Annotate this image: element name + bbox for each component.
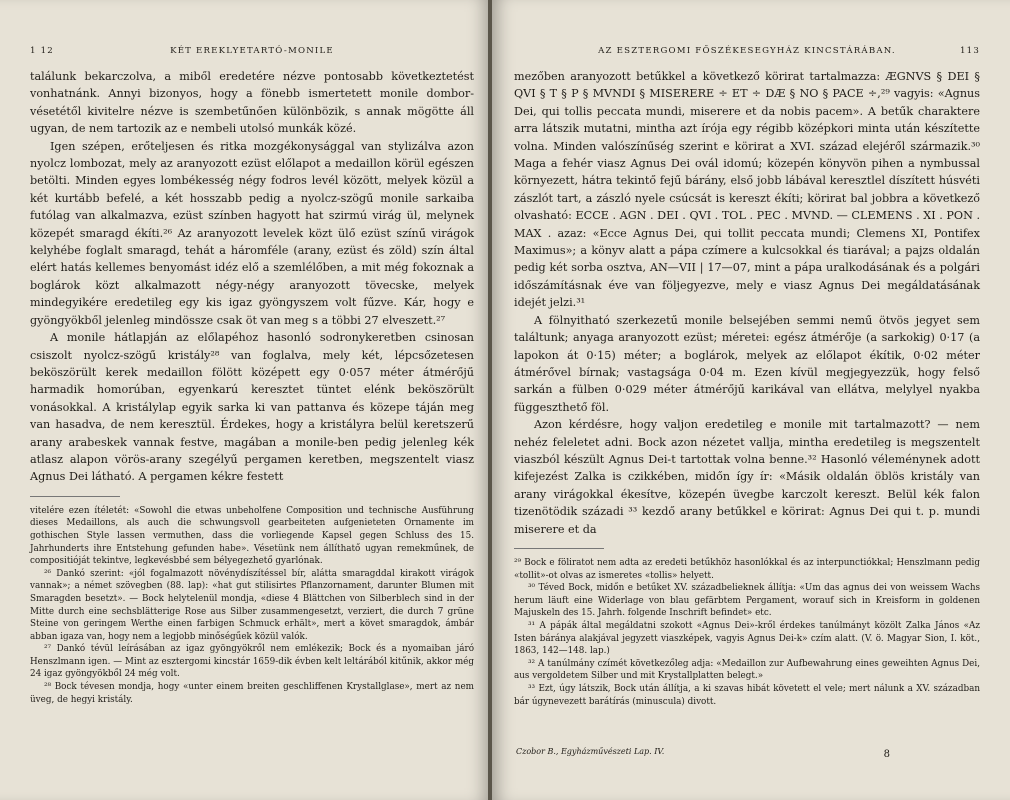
- left-paragraph: Igen szépen, erőteljesen és ritka mozgékonysággal van stylizálva azon nyolcz lombozat, mely az aranyozott ezüst előlapot a medaillon körül egészen betölti. Minden egyes lombékesség négy fodros levél között, melyek közül a két kurtább befelé, a két hosszabb pedig a nyolcz-szögű monile sarkaiba futólag van alkalmazva, ezüst színben hagyott hat szirmú virág ül, melynek közepét smaragd ékíti.²⁶ Az aranyozott levelek közt ülő ezüst színű virágok kelyhébe foglalt smaragd, tehát a háromféle (arany, ezüst és zöld) szín által elért hatás kellemes benyomást idéz elő a szemlélőben, a mit még fokoznak a boglárok közt alkalmazott négy-négy aranyozott tövecske, melyek mindegyikére eredetileg egy kis igaz gyöngyszem volt fűzve. Kár, hogy e gyöngyökből jelenleg mindössze csak öt van meg s a többi 27 elveszett.²⁷: [30, 139, 474, 327]
- right-running-title: AZ ESZTERGOMI FŐSZÉKESEGYHÁZ KINCSTÁRÁBAN.: [598, 46, 896, 56]
- right-body-text: [514, 68, 980, 538]
- footnote-divider: [514, 548, 604, 549]
- right-footnote: ³² A tanúlmány czímét következőleg adja: «Medaillon zur Aufbewahrung eines geweihten Agnus Dei, aus vergoldetem Silber und mit Krystallplatten belegt.»: [514, 658, 980, 682]
- left-paragraph: A monile hátlapján az előlapéhoz hasonló sodronykeretben csinosan csiszolt nyolcz-szögű kristály²⁸ van foglalva, mely két, lépcsőzetesen beköszörült kerek medaillon fölött középett egy 0·057 méter átmérőjű harmadik homorúban, egyenkarú keresztet tüntet elénk beköszörült vonásokkal. A kristálylap egyik sarka ki van pattanva és közepe táján meg van hasadva, de nem keresztül. Érdekes, hogy a kristályra belül keretszerű arany arabeskek vannak festve, magában a monile-ben pedig jelenleg kék atlasz alapon vörös-arany szegélyű pergamen keretben, megszentelt viasz Agnus Dei látható. A pergamen kékre festett: [30, 331, 474, 484]
- left-page-number: 1 12: [30, 46, 54, 56]
- signature-folio: 8: [883, 749, 890, 760]
- right-footnote: ³¹ A pápák által megáldatni szokott «Agnus Dei»-kről érdekes tanúlmányt közölt Zalka János «Az Isten báránya alakjával jegyzett viaszképek, vagyis Agnus Dei-k» czím alatt. (V. ö. Magyar Sion, I. köt., 1863, 142—148. lap.): [514, 620, 980, 657]
- right-footnote: ³⁰ Téved Bock, midőn e betűket XV. századbelieknek állítja: «Um das agnus dei von weissem Wachs herum läuft eine Widerlage von blau gefärbtem Pergament, worauf sich in Kreisform in goldenen Majuskeln des 15. Jahrh. folgende Inschrift befindet» etc.: [514, 583, 980, 619]
- left-footnotes: [30, 505, 474, 707]
- left-paragraph: találunk bekarczolva, a miből eredetére nézve pontosabb következtetést vonhatnánk. Annyi bizonyos, hogy a fönebb ismertetett monile dombor-vésetétől kivitelre nézve is szembetűnően különbözik, s annak mögötte áll ugyan, de nem tartozik az e nembeli utolsó munkák közé.: [30, 70, 474, 136]
- signature-line: Czobor B., Egyházművészeti Lap. IV.: [516, 747, 665, 756]
- right-running-head: [514, 46, 980, 68]
- footnote-divider: [30, 496, 120, 497]
- left-footnote: ²⁸ Bock tévesen mondja, hogy «unter einem breiten geschliffenen Krystallglase», mert az nem üveg, de hegyi kristály.: [30, 682, 474, 705]
- left-running-head: [30, 46, 474, 68]
- left-footnote: ²⁶ Dankó szerint: «jól fogalmazott növénydíszítéssel bír, alátta smaragddal kirakott virágok vannak»; a német szövegben (88. lap): «hat gut stilisirtes Pflanzornament, darunter Blumen mit Smaragden besetzt». — Bock helytelenül mondja, «diese 4 Blättchen von Silberblech sind in der Mitte durch eine sechsblätterige Rose aus Silber zusammengesetzt, verziert, die durch 7 grüne Steine von geringem Werthe einen farbigen Schmuck erhält», mert a követ smaragdok, ámbár abban igaza van, hogy nem a legjobb minőségűek közül valók.: [30, 568, 474, 642]
- right-paragraph: Azon kérdésre, hogy valjon eredetileg e monile mit tartalmazott? — nem nehéz feleletet adni. Bock azon nézetet vallja, mintha eredetileg is megszentelt viaszból készült Agnus Dei-t tartottak volna benne.³² Hasonló véleménynek adott kifejezést Zalka is czikkében, midőn így ír: «Másik oldalán öblös kristály van arany virágokkal ékesítve, közepén üvegbe karczolt kereszt. Belül kék falon tizenötödik századi ³³ kezdő arany betűkkel e körirat: Agnus Dei qui t. p. mundi miserere et da: [514, 418, 980, 536]
- right-paragraph: A fölnyitható szerkezetű monile belsejében semmi nemű ötvös jegyet sem találtunk; anyaga aranyozott ezüst; méretei: egész átmérője (a sarkokig) 0·17 (a lapokon át 0·15) méter; a boglárok, melyek az előlapot ékítik, 0·02 méter átmérővel bírnak; vastagsága 0·04 m. Ezen kívül megjegyezzük, hogy felső sarkán a fülben 0·029 méter átmérőjű karikával van ellátva, melylyel nyakba függeszthető föl.: [514, 313, 980, 414]
- left-running-title: KÉT EREKLYETARTÓ-MONILE: [170, 46, 334, 56]
- left-page: [0, 0, 490, 800]
- left-body-text: [30, 68, 474, 486]
- right-footnote: ²⁹ Bock e föliratot nem adta az eredeti betűkhöz hasonlókkal és az interpunctiókkal; Henszlmann pedig «tollit»-ot olvas az ismeretes «tollis» helyett.: [514, 557, 980, 581]
- right-page-number: 113: [959, 46, 980, 56]
- left-footnote: ²⁷ Dankó tévül leírásában az igaz gyöngyökről nem emlékezik; Bock és a nyomaiban járó Henszlmann igen. — Mint az esztergomi kincstár 1659-dik évben kelt leltárából kitűnik, akkor még 24 igaz gyöngyökből 24 még volt.: [30, 644, 474, 680]
- right-paragraph: mezőben aranyozott betűkkel a következő körirat tartalmazza: ÆGNVS § DEI § QVI § T § P § MVNDI § MISERERE ÷ ET ÷ DÆ § NO § PACE ÷,²⁹ vagyis: «Agnus Dei, qui tollis peccata mundi, miserere et da nobis pacem». A betűk charaktere arra látszik mutatni, mintha azt írója egy régibb középkori minta után készítette volna. Minden valószínűség szerint e körirat a XVI. század elejéről származik.³⁰ Maga a fehér viasz Agnus Dei ovál idomú; közepén könyvön pihen a nymbussal környezett, hátra tekintő fejű bárány, első jobb lábával keresztlel díszített húsvéti zászlót tart, a zászló nyele csúcsát is kereszt ékíti; körirat bal jobbra a következő olvasható: ECCE . AGN . DEI . QVI . TOL . PEC . MVND. — CLEMENS . XI . PON . MAX . azaz: «Ecce Agnus Dei, qui tollit peccata mundi; Clemens XI, Pontifex Maximus»; a könyv alatt a pápa czímere a kulcsokkal és tiarával; a pajzs oldalán pedig két sorba osztva, AN—VII | 17—07, mint a pápa uralkodásának és a polgári időszámításnak éve van följegyezve, mely e viasz Agnus Dei megáldatásának idejét jelzi.³¹: [514, 70, 980, 310]
- right-footnote: ³³ Ezt, úgy látszik, Bock után állítja, a ki szavas hibát követett el vele; mert nálunk a XV. században bár úgynevezett barátírás (minuscula) divott.: [514, 683, 980, 707]
- right-page: [492, 0, 1010, 800]
- left-footnote: vitelére ezen ítéletét: «Sowohl die etwas unbeholfene Composition und technische Ausführung dieses Medaillons, als auch die schwungsvoll gearbeiteten aufgenieteten Ornamente im gothischen Style lassen vermuthen, dass die vorliegende Kapsel gegen Schluss des 15. Jahrhunderts ihre Entstehung gefunden habe». Vésetünk nem állíthatő ugyan remekműnek, de compositióját tekintve, legkevésbbé sem bélyegezhető gyarlónak.: [30, 505, 474, 567]
- right-footnotes: [514, 557, 980, 708]
